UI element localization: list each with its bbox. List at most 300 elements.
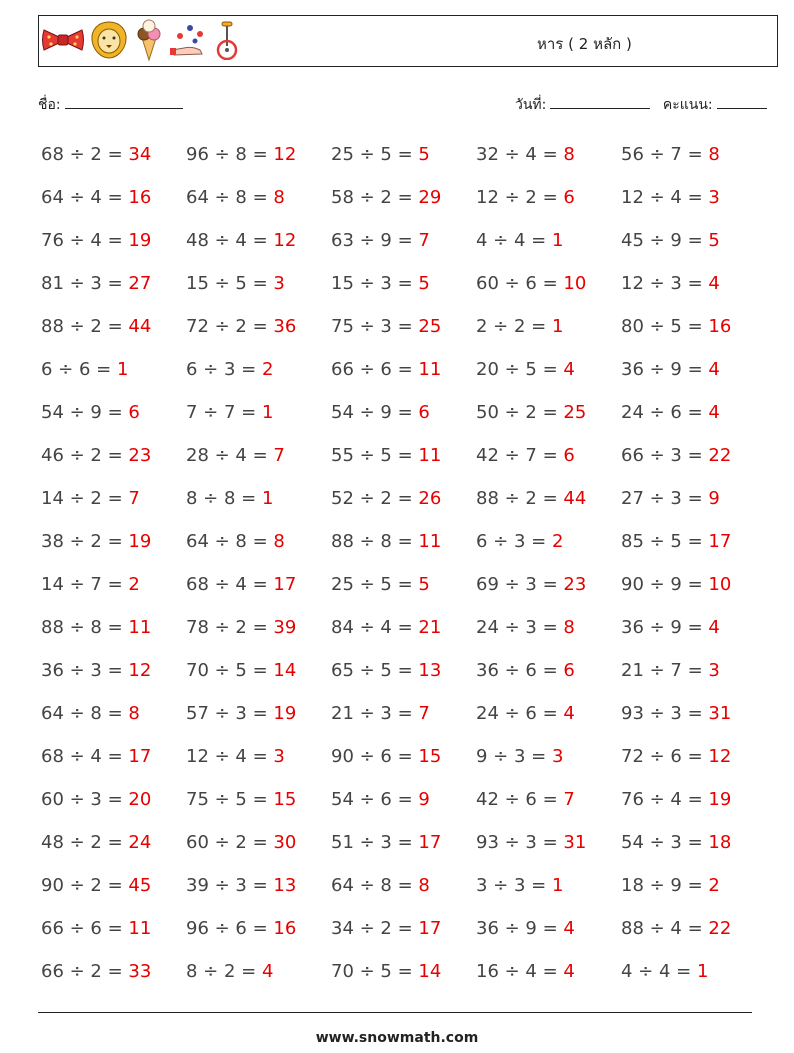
problem-answer: 6 (563, 445, 575, 466)
problem-question: 64 ÷ 8 = (186, 531, 268, 552)
problem-item (476, 950, 621, 993)
problem-answer: 39 (273, 617, 297, 638)
problem-answer: 14 (273, 660, 297, 681)
problem-question: 96 ÷ 6 = (186, 918, 268, 939)
problem-item (331, 176, 476, 219)
problem-item (476, 606, 621, 649)
footer-url: www.snowmath.com (315, 1030, 479, 1046)
problem-item (186, 434, 331, 477)
problem-question: 66 ÷ 2 = (41, 961, 123, 982)
problem-item (621, 520, 766, 563)
problem-item (186, 219, 331, 262)
problem-answer: 5 (708, 230, 720, 251)
problem-item (186, 348, 331, 391)
problem-question: 96 ÷ 8 = (186, 144, 268, 165)
problem-item (186, 821, 331, 864)
problem-item (186, 305, 331, 348)
problem-answer: 12 (128, 660, 152, 681)
problem-item (41, 821, 186, 864)
problem-item (476, 649, 621, 692)
problem-answer: 34 (128, 144, 152, 165)
problem-answer: 4 (563, 918, 575, 939)
problem-item (621, 434, 766, 477)
problem-item (331, 563, 476, 606)
problem-question: 16 ÷ 4 = (476, 961, 558, 982)
problem-item (621, 821, 766, 864)
problem-question: 42 ÷ 7 = (476, 445, 558, 466)
problem-question: 21 ÷ 7 = (621, 660, 703, 681)
problem-item (186, 778, 331, 821)
problem-item (331, 305, 476, 348)
problem-answer: 6 (563, 187, 575, 208)
problem-question: 34 ÷ 2 = (331, 918, 413, 939)
problem-answer: 3 (273, 273, 285, 294)
problem-item (476, 477, 621, 520)
problem-question: 64 ÷ 4 = (41, 187, 123, 208)
name-blank (65, 94, 183, 109)
problem-answer: 1 (116, 359, 129, 380)
problem-item (476, 305, 621, 348)
problem-item (331, 778, 476, 821)
problem-answer: 31 (563, 832, 587, 853)
problem-item (331, 520, 476, 563)
problem-item (621, 133, 766, 176)
problem-answer: 8 (563, 144, 575, 165)
problem-item (331, 391, 476, 434)
problem-answer: 27 (128, 273, 152, 294)
problem-answer: 22 (708, 918, 732, 939)
problem-question: 88 ÷ 4 = (621, 918, 703, 939)
problem-item (476, 348, 621, 391)
problem-question: 48 ÷ 2 = (41, 832, 123, 853)
problem-item (186, 606, 331, 649)
problem-question: 66 ÷ 6 = (331, 359, 413, 380)
problem-item (331, 219, 476, 262)
problem-question: 52 ÷ 2 = (331, 488, 413, 509)
name-field (38, 94, 183, 116)
problem-question: 15 ÷ 3 = (331, 273, 413, 294)
problem-item (476, 907, 621, 950)
problem-question: 66 ÷ 6 = (41, 918, 123, 939)
problem-answer: 11 (128, 918, 152, 939)
problem-item (41, 348, 186, 391)
problem-item (186, 133, 331, 176)
problem-answer: 1 (696, 961, 709, 982)
problem-item (331, 649, 476, 692)
footer-divider (38, 1012, 752, 1013)
problem-answer: 11 (128, 617, 152, 638)
problem-answer: 3 (708, 187, 720, 208)
problem-question: 6 ÷ 3 = (186, 359, 257, 380)
problem-answer: 25 (418, 316, 442, 337)
problem-answer: 7 (273, 445, 285, 466)
problem-answer: 24 (128, 832, 152, 853)
problem-item (186, 864, 331, 907)
problem-item (41, 649, 186, 692)
date-blank (550, 94, 650, 109)
problem-answer: 10 (708, 574, 732, 595)
problem-question: 93 ÷ 3 = (621, 703, 703, 724)
problem-answer: 17 (273, 574, 297, 595)
problem-answer: 3 (273, 746, 285, 767)
problem-item (331, 262, 476, 305)
problem-question: 8 ÷ 8 = (186, 488, 257, 509)
problem-answer: 11 (418, 531, 442, 552)
problem-question: 64 ÷ 8 = (186, 187, 268, 208)
problem-item (331, 133, 476, 176)
problem-item (186, 477, 331, 520)
problem-item (41, 735, 186, 778)
problem-item (186, 262, 331, 305)
problem-item (331, 821, 476, 864)
problem-item (41, 778, 186, 821)
score-blank (717, 94, 767, 109)
problem-question: 6 ÷ 6 = (41, 359, 112, 380)
problem-question: 36 ÷ 9 = (476, 918, 558, 939)
problem-item (41, 434, 186, 477)
problem-answer: 6 (128, 402, 140, 423)
problem-answer: 7 (418, 230, 430, 251)
problem-question: 70 ÷ 5 = (186, 660, 268, 681)
problem-question: 8 ÷ 2 = (186, 961, 257, 982)
problem-answer: 6 (563, 660, 575, 681)
problem-question: 3 ÷ 3 = (476, 875, 547, 896)
problem-answer: 29 (418, 187, 442, 208)
problem-answer: 13 (418, 660, 442, 681)
problem-item (621, 692, 766, 735)
problem-answer: 13 (273, 875, 297, 896)
problem-question: 42 ÷ 6 = (476, 789, 558, 810)
problem-answer: 44 (128, 316, 152, 337)
problem-answer: 4 (563, 961, 575, 982)
problem-item (476, 735, 621, 778)
problem-item (186, 520, 331, 563)
problem-question: 81 ÷ 3 = (41, 273, 123, 294)
problem-answer: 8 (273, 531, 285, 552)
problem-question: 2 ÷ 2 = (476, 316, 547, 337)
problem-answer: 6 (418, 402, 430, 423)
problem-item (476, 778, 621, 821)
problem-question: 57 ÷ 3 = (186, 703, 268, 724)
problem-item (41, 477, 186, 520)
problem-answer: 4 (708, 273, 720, 294)
problem-item (621, 950, 766, 993)
problem-question: 58 ÷ 2 = (331, 187, 413, 208)
problem-question: 24 ÷ 6 = (621, 402, 703, 423)
problem-item (41, 520, 186, 563)
problem-answer: 14 (418, 961, 442, 982)
problem-answer: 5 (418, 574, 430, 595)
problem-answer: 3 (708, 660, 720, 681)
problem-answer: 19 (708, 789, 732, 810)
problem-answer: 44 (563, 488, 587, 509)
problem-question: 50 ÷ 2 = (476, 402, 558, 423)
problem-question: 39 ÷ 3 = (186, 875, 268, 896)
problem-question: 90 ÷ 9 = (621, 574, 703, 595)
problem-answer: 17 (418, 832, 442, 853)
problem-answer: 22 (708, 445, 732, 466)
problem-answer: 31 (708, 703, 732, 724)
problem-answer: 11 (418, 359, 442, 380)
problem-question: 4 ÷ 4 = (476, 230, 547, 251)
problem-answer: 4 (563, 359, 575, 380)
problem-question: 12 ÷ 2 = (476, 187, 558, 208)
problem-answer: 17 (128, 746, 152, 767)
problem-answer: 17 (418, 918, 442, 939)
date-label: วันที่: (515, 97, 547, 113)
problem-item (331, 950, 476, 993)
problem-item (41, 864, 186, 907)
problem-question: 88 ÷ 2 = (476, 488, 558, 509)
problem-item (476, 520, 621, 563)
problem-question: 84 ÷ 4 = (331, 617, 413, 638)
problem-question: 76 ÷ 4 = (621, 789, 703, 810)
problem-item (621, 907, 766, 950)
problem-answer: 9 (708, 488, 720, 509)
problem-item (621, 606, 766, 649)
problem-item (621, 391, 766, 434)
problem-question: 28 ÷ 4 = (186, 445, 268, 466)
problem-question: 12 ÷ 4 = (186, 746, 268, 767)
problem-question: 72 ÷ 2 = (186, 316, 268, 337)
problem-question: 46 ÷ 2 = (41, 445, 123, 466)
problem-item (476, 563, 621, 606)
problem-answer: 8 (128, 703, 140, 724)
problem-answer: 23 (128, 445, 152, 466)
problem-item (621, 305, 766, 348)
problem-answer: 19 (273, 703, 297, 724)
problem-item (186, 907, 331, 950)
problem-item (41, 606, 186, 649)
problem-question: 38 ÷ 2 = (41, 531, 123, 552)
problem-question: 14 ÷ 7 = (41, 574, 123, 595)
problem-answer: 15 (418, 746, 442, 767)
problem-question: 65 ÷ 5 = (331, 660, 413, 681)
problem-answer: 12 (708, 746, 732, 767)
problem-item (476, 821, 621, 864)
problem-answer: 23 (563, 574, 587, 595)
problem-answer: 5 (418, 144, 430, 165)
problem-item (186, 176, 331, 219)
problem-item (41, 563, 186, 606)
lion-icon (90, 20, 128, 64)
problem-question: 54 ÷ 6 = (331, 789, 413, 810)
problem-answer: 4 (563, 703, 575, 724)
problem-question: 66 ÷ 3 = (621, 445, 703, 466)
problem-question: 76 ÷ 4 = (41, 230, 123, 251)
problem-item (331, 907, 476, 950)
problem-answer: 1 (551, 875, 564, 896)
problem-item (331, 864, 476, 907)
problem-answer: 2 (128, 574, 140, 595)
problem-question: 36 ÷ 9 = (621, 617, 703, 638)
problem-question: 54 ÷ 3 = (621, 832, 703, 853)
problem-answer: 17 (708, 531, 732, 552)
ice-cream-icon (134, 18, 164, 66)
problem-answer: 4 (708, 402, 720, 423)
problem-question: 90 ÷ 6 = (331, 746, 413, 767)
problem-answer: 19 (128, 230, 152, 251)
problem-item (331, 735, 476, 778)
problem-answer: 16 (273, 918, 297, 939)
problem-question: 36 ÷ 6 = (476, 660, 558, 681)
problem-question: 24 ÷ 6 = (476, 703, 558, 724)
problem-question: 85 ÷ 5 = (621, 531, 703, 552)
problem-question: 45 ÷ 9 = (621, 230, 703, 251)
problem-item (41, 391, 186, 434)
unicycle-icon (214, 20, 240, 64)
problem-item (476, 176, 621, 219)
name-label: ชื่อ: (38, 97, 61, 113)
problem-item (331, 348, 476, 391)
problem-question: 6 ÷ 3 = (476, 531, 547, 552)
problem-answer: 36 (273, 316, 297, 337)
problem-question: 64 ÷ 8 = (331, 875, 413, 896)
problem-question: 20 ÷ 5 = (476, 359, 558, 380)
problem-question: 54 ÷ 9 = (331, 402, 413, 423)
problem-question: 36 ÷ 3 = (41, 660, 123, 681)
juggling-icon (170, 22, 208, 62)
problem-item (186, 692, 331, 735)
problem-item (41, 950, 186, 993)
problem-item (186, 950, 331, 993)
problem-item (186, 735, 331, 778)
problem-question: 51 ÷ 3 = (331, 832, 413, 853)
problem-answer: 45 (128, 875, 152, 896)
problem-question: 69 ÷ 3 = (476, 574, 558, 595)
problem-item (186, 391, 331, 434)
problem-item (476, 391, 621, 434)
problem-item (41, 692, 186, 735)
problem-answer: 25 (563, 402, 587, 423)
problem-answer: 3 (551, 746, 564, 767)
problem-answer: 8 (418, 875, 430, 896)
header-box (38, 15, 778, 67)
problem-item (476, 133, 621, 176)
problem-answer: 19 (128, 531, 152, 552)
problem-question: 90 ÷ 2 = (41, 875, 123, 896)
problem-question: 21 ÷ 3 = (331, 703, 413, 724)
problem-item (621, 176, 766, 219)
problem-question: 88 ÷ 8 = (41, 617, 123, 638)
problem-answer: 10 (563, 273, 587, 294)
problem-question: 56 ÷ 7 = (621, 144, 703, 165)
problem-item (476, 864, 621, 907)
problem-answer: 9 (418, 789, 430, 810)
problem-question: 32 ÷ 4 = (476, 144, 558, 165)
problem-item (331, 477, 476, 520)
problem-question: 12 ÷ 3 = (621, 273, 703, 294)
problem-answer: 2 (551, 531, 564, 552)
problem-answer: 1 (551, 230, 564, 251)
problem-answer: 33 (128, 961, 152, 982)
problem-question: 78 ÷ 2 = (186, 617, 268, 638)
problem-question: 36 ÷ 9 = (621, 359, 703, 380)
problem-answer: 2 (708, 875, 720, 896)
problem-grid (41, 133, 766, 993)
problem-answer: 4 (261, 961, 274, 982)
problem-question: 64 ÷ 8 = (41, 703, 123, 724)
problem-question: 68 ÷ 2 = (41, 144, 123, 165)
problem-item (41, 305, 186, 348)
date-score-fields (515, 94, 767, 116)
problem-item (186, 563, 331, 606)
problem-answer: 4 (708, 359, 720, 380)
problem-answer: 11 (418, 445, 442, 466)
problem-answer: 8 (708, 144, 720, 165)
problem-answer: 26 (418, 488, 442, 509)
problem-question: 93 ÷ 3 = (476, 832, 558, 853)
problem-question: 75 ÷ 5 = (186, 789, 268, 810)
header-icons (42, 20, 246, 64)
problem-item (331, 434, 476, 477)
problem-item (186, 649, 331, 692)
problem-item (621, 563, 766, 606)
problem-answer: 7 (563, 789, 575, 810)
problem-question: 54 ÷ 9 = (41, 402, 123, 423)
problem-answer: 8 (563, 617, 575, 638)
worksheet-title: หาร ( 2 หลัก ) (537, 35, 632, 53)
problem-question: 4 ÷ 4 = (621, 961, 692, 982)
problem-item (476, 434, 621, 477)
problem-question: 25 ÷ 5 = (331, 574, 413, 595)
problem-question: 75 ÷ 3 = (331, 316, 413, 337)
problem-question: 7 ÷ 7 = (186, 402, 257, 423)
bowtie-icon (42, 25, 84, 59)
problem-item (621, 649, 766, 692)
problem-answer: 21 (418, 617, 442, 638)
problem-question: 80 ÷ 5 = (621, 316, 703, 337)
problem-answer: 20 (128, 789, 152, 810)
problem-answer: 7 (128, 488, 140, 509)
problem-question: 48 ÷ 4 = (186, 230, 268, 251)
problem-question: 63 ÷ 9 = (331, 230, 413, 251)
problem-item (621, 477, 766, 520)
problem-answer: 1 (261, 488, 274, 509)
problem-answer: 5 (418, 273, 430, 294)
problem-question: 88 ÷ 2 = (41, 316, 123, 337)
problem-question: 18 ÷ 9 = (621, 875, 703, 896)
problem-answer: 4 (708, 617, 720, 638)
problem-answer: 30 (273, 832, 297, 853)
problem-question: 68 ÷ 4 = (186, 574, 268, 595)
problem-question: 15 ÷ 5 = (186, 273, 268, 294)
problem-answer: 16 (708, 316, 732, 337)
problem-question: 60 ÷ 3 = (41, 789, 123, 810)
score-label: คะแนน: (662, 97, 713, 113)
problem-question: 70 ÷ 5 = (331, 961, 413, 982)
problem-answer: 1 (261, 402, 274, 423)
problem-item (476, 692, 621, 735)
problem-answer: 18 (708, 832, 732, 853)
problem-question: 12 ÷ 4 = (621, 187, 703, 208)
problem-item (621, 864, 766, 907)
problem-question: 60 ÷ 6 = (476, 273, 558, 294)
problem-answer: 12 (273, 230, 297, 251)
problem-item (41, 133, 186, 176)
problem-question: 55 ÷ 5 = (331, 445, 413, 466)
problem-item (41, 262, 186, 305)
problem-answer: 8 (273, 187, 285, 208)
problem-item (621, 778, 766, 821)
problem-answer: 16 (128, 187, 152, 208)
problem-question: 27 ÷ 3 = (621, 488, 703, 509)
problem-item (41, 176, 186, 219)
problem-item (621, 219, 766, 262)
problem-question: 25 ÷ 5 = (331, 144, 413, 165)
problem-item (621, 735, 766, 778)
problem-answer: 15 (273, 789, 297, 810)
